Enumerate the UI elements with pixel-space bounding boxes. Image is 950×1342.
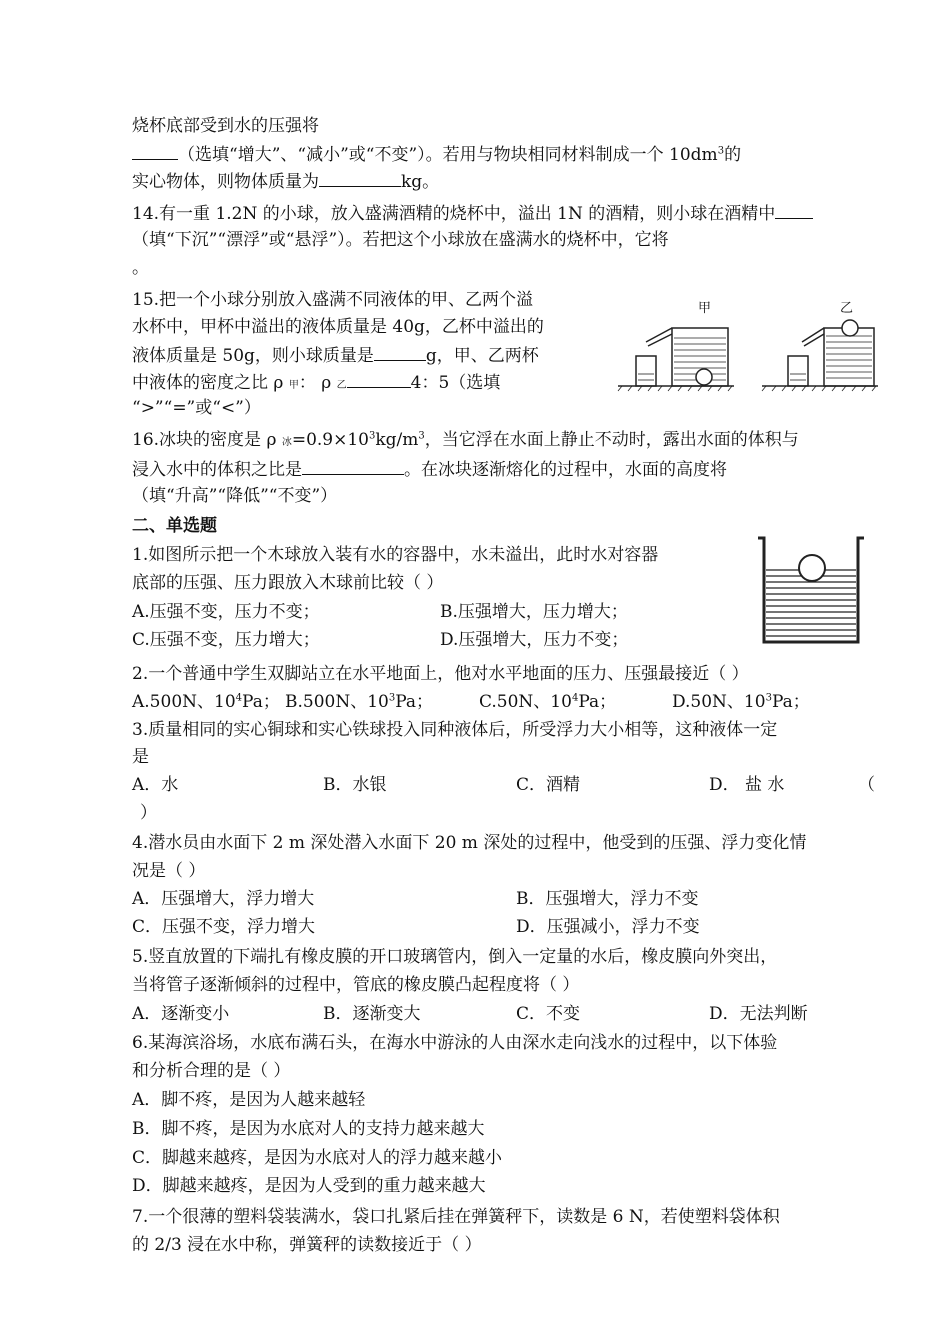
mc6-option-d: D．脚越来越疼，是因为人受到的重力越来越大 [132,1176,486,1196]
mc2-option-c [479,690,616,714]
mc2-a-sup: 4 [235,692,243,704]
mc3-option-b: B．水银 [323,775,387,795]
q16-sub-ice: 冰 [281,437,292,448]
mc6-text2: 和分析合理的是（ ） [132,1061,291,1081]
q14-line3 [132,256,149,280]
mc6-option-b: B．脚不疼，是因为水底对人的支持力越来越大 [132,1119,485,1139]
q13-text2a: （选填“增大”、“减小”或“不变”）。若用与物块相同材料制成一个 10dm [178,145,718,165]
mc1-line1 [132,543,658,567]
mc4-option-b: B．压强增大，浮力不变 [516,889,699,909]
q14-blank1 [775,200,813,219]
q14-text3: 。 [132,258,149,278]
mc3-paren-close: ） [140,803,157,823]
q13-text3a: 实心物体，则物体质量为 [132,172,319,192]
wooden-ball [799,555,825,581]
q16-blank1 [302,456,404,475]
beaker-ball-figure [752,532,870,650]
mc1-option-d: D.压强增大，压力不变； [440,630,629,650]
q15-text3b: g，甲、乙两杯 [425,346,539,366]
q15-text4b: ： ρ [298,373,337,393]
q16-text2a: 浸入水中的体积之比是 [132,460,302,480]
mc4-option-c: C．压强不变，浮力增大 [132,917,316,937]
cup-yi [824,328,874,386]
q15-text1: 15.把一个小球分别放入盛满不同液体的甲、乙两个溢 [132,290,534,310]
q15-line4 [132,369,500,398]
mc7-line2 [132,1233,482,1257]
mc2-b-unit: Pa； [395,692,434,712]
ball-yi [842,320,858,336]
spout-jia-lower [648,334,672,346]
q16-line2 [132,456,727,482]
mc7-text1: 7.一个很薄的塑料袋装满水，袋口扎紧后挂在弹簧秤下，读数是 6 N，若使塑料袋体积 [132,1207,780,1227]
q16-line1 [132,428,799,455]
mc5-option-d: D．无法判断 [709,1004,808,1024]
mc7-text2: 的 2/3 浸在水中称，弹簧秤的读数接近于（ ） [132,1235,482,1255]
mc2-d-sup: 3 [765,692,772,704]
mc5-text1: 5.竖直放置的下端扎有橡皮膜的开口玻璃管内，倒入一定量的水后，橡皮膜向外突出， [132,947,778,967]
mc5-line2 [132,973,579,997]
mc5-text2: 当将管子逐渐倾斜的过程中，管底的橡皮膜凸起程度将（ ） [132,975,580,995]
mc2-option-a [132,690,280,714]
mc2-option-d [672,690,810,714]
q13-sup: 3 [717,145,725,157]
q16-text2b: 。在冰块逐渐熔化的过程中，水面的高度将 [404,460,727,480]
q15-line3 [132,342,539,368]
mc1-option-c: C.压强不变，压力增大； [132,630,320,650]
q15-line1 [132,288,533,312]
mc2-d-unit: Pa； [771,692,810,712]
mc1-text2: 底部的压强、压力跟放入木球前比较（ ） [132,573,444,593]
label-yi: 乙 [840,301,854,316]
q16-text1a: 16.冰块的密度是 ρ [132,430,282,450]
beaker-yi [788,356,808,386]
q15-line5 [132,396,261,420]
mc2-b-sup: 3 [388,692,396,704]
mc5-option-a: A．逐渐变小 [132,1004,230,1024]
q15-text5: “>”“=”或“<”） [132,398,261,418]
mc4-text2: 况是（ ） [132,861,206,881]
mc5-option-c: C．不变 [516,1004,581,1024]
mc4-option-a: A．压强增大，浮力增大 [132,889,315,909]
q13-line3 [132,168,439,194]
mc3-text2: 是 [132,747,149,767]
q16-text1b: =0.9×10 [291,430,369,450]
mc2-option-b [285,690,433,714]
mc6-option-c: C．脚越来越疼，是因为水底对人的浮力越来越小 [132,1148,503,1168]
mc7-line1 [132,1205,780,1229]
mc1-line2 [132,571,443,595]
q16-text1d: ，当它浮在水面上静止不动时，露出水面的体积与 [424,430,799,450]
q13-text2b: 的 [724,145,742,165]
mc4-text1: 4.潜水员由水面下 2 m 深处潜入水面下 20 m 深处的过程中，他受到的压强、浮力变化情 [132,833,807,853]
q16-text1c: kg/m [375,430,419,450]
mc2-c-sup: 4 [571,692,579,704]
q14-line1 [132,200,813,226]
q14-text2: （填“下沉”“漂浮”或“悬浮”）。若把这个小球放在盛满水的烧杯中，它将 [132,230,669,250]
mc6-line2 [132,1059,290,1083]
q15-text4a: 中液体的密度之比 ρ [132,373,289,393]
mc1-option-b: B.压强增大，压力增大； [440,602,628,622]
q14-text1: 14.有一重 1.2N 的小球，放入盛满酒精的烧杯中，溢出 1N 的酒精，则小球在酒精中 [132,204,776,224]
mc2-a-unit: Pa； [242,692,280,712]
mc2-d-text: D.50N、10 [672,692,766,712]
q13-text3b: kg。 [401,172,440,192]
q15-text4c: 4：5（选填 [410,373,501,393]
mc6-line1 [132,1031,777,1055]
q15-sub-yi: 乙 [336,380,347,391]
label-jia: 甲 [698,301,712,316]
mc1-text1: 1.如图所示把一个木球放入装有水的容器中，水未溢出，此时水对容器 [132,545,659,565]
beaker-jia [636,356,656,386]
spout-yi-lower [804,334,824,346]
mc3-line1 [132,718,777,742]
liquid-lines-yi [826,336,872,378]
mc2-line1 [132,662,749,686]
mc4-line2 [132,859,205,883]
mc2-text1: 2.一个普通中学生双脚站立在水平地面上，他对水平地面的压力、压强最接近（ ） [132,664,749,684]
mc5-line1 [132,945,777,969]
section-title: 二、单选题 [132,516,217,536]
mc2-c-text: C.50N、10 [479,692,572,712]
q13-blank2 [319,168,401,187]
q15-sub-jia: 甲 [288,380,299,391]
mc3-paren-open: （ [858,775,875,795]
q14-line2 [132,228,669,252]
mc3-text1: 3.质量相同的实心铜球和实心铁球投入同种液体后，所受浮力大小相等，这种液体一定 [132,720,778,740]
mc4-option-d: D．压强减小，浮力不变 [516,917,700,937]
q13-blank1 [132,141,178,160]
mc5-option-b: B．逐渐变大 [323,1004,421,1024]
q13-line2 [132,141,741,167]
mc6-option-a: A．脚不疼，是因为人越来越轻 [132,1090,366,1110]
mc6-text1: 6.某海滨浴场，水底布满石头，在海水中游泳的人由深水走向浅水的过程中，以下体验 [132,1033,778,1053]
ball-jia [696,369,712,385]
q15-blank1 [374,342,426,361]
q13-text1: 烧杯底部受到水的压强将 [132,116,319,136]
q16-sup2: 3 [418,430,425,442]
q15-text2: 水杯中，甲杯中溢出的液体质量是 40g，乙杯中溢出的 [132,317,544,337]
q15-blank2 [347,369,411,388]
beaker-outline [758,538,864,642]
q16-sup1: 3 [369,430,376,442]
mc4-line1 [132,831,806,855]
mc1-option-a: A.压强不变，压力不变； [132,602,320,622]
q16-line3 [132,484,337,508]
q15-text3a: 液体质量是 50g，则小球质量是 [132,346,374,366]
mc3-option-d: D． 盐 水 [709,775,785,795]
mc3-option-c: C．酒精 [516,775,581,795]
mc2-a-text: A.500N、10 [132,692,236,712]
q16-text3: （填“升高”“降低”“不变”） [132,486,338,506]
overflow-cups-figure [612,290,882,394]
mc2-c-unit: Pa； [578,692,617,712]
mc2-b-text: B.500N、10 [285,692,389,712]
q15-line2 [132,315,544,339]
q13-line1 [132,114,319,138]
mc3-option-a: A．水 [132,775,179,795]
mc3-line2 [132,745,149,769]
